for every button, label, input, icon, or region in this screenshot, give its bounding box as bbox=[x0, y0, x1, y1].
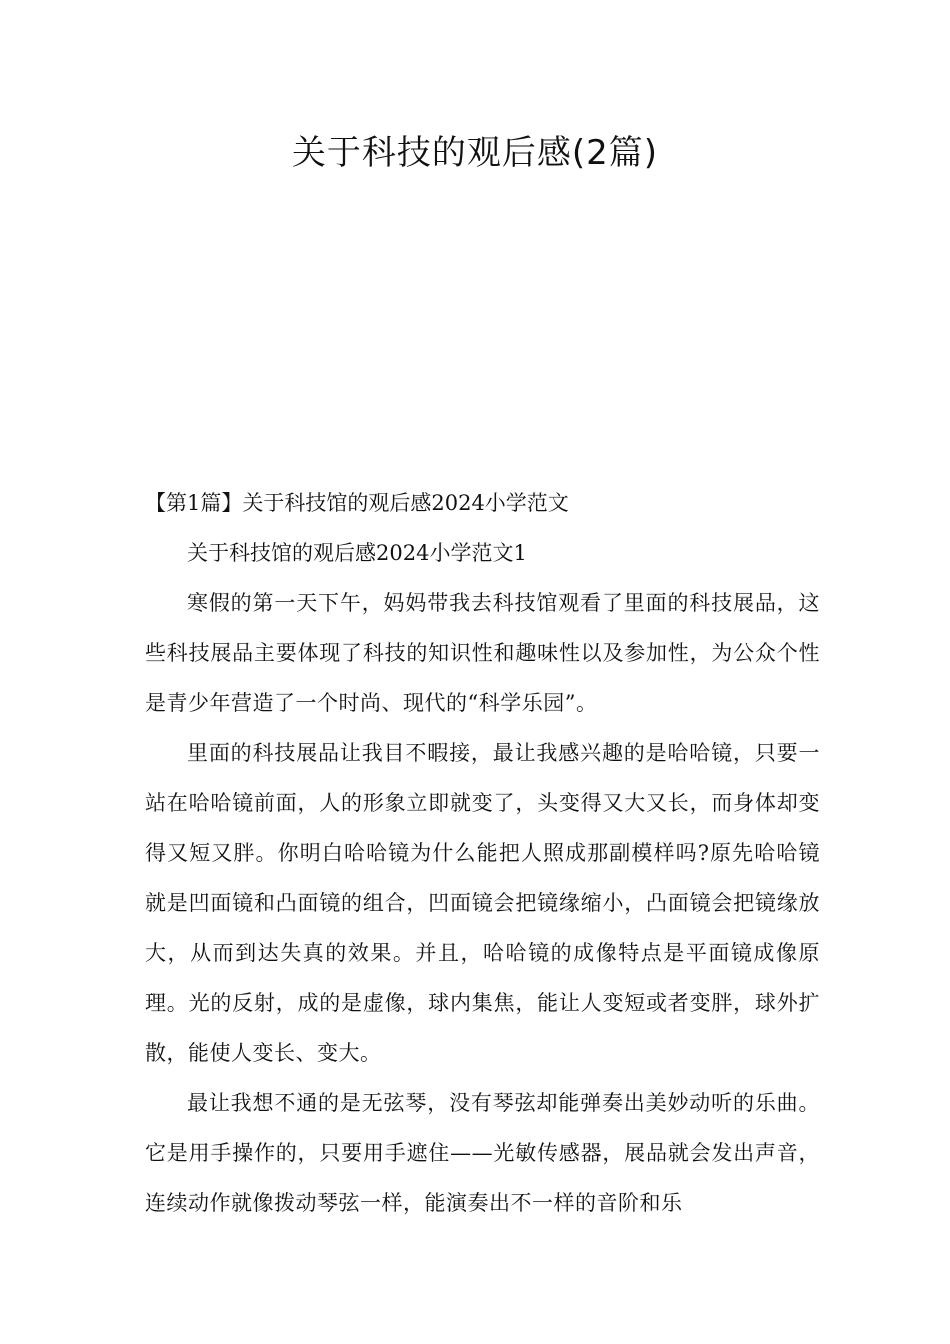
body-paragraph: 寒假的第一天下午，妈妈带我去科技馆观看了里面的科技展品，这些科技展品主要体现了科技的知识性和趣味性以及参加性，为公众个性是青少年营造了一个时尚、现代的“科学乐园”。 bbox=[145, 591, 820, 715]
article-subheading: 关于科技馆的观后感2024小学范文1 bbox=[187, 541, 527, 565]
section-heading: 【第1篇】关于科技馆的观后感2024小学范文 bbox=[145, 491, 569, 515]
document-title: 关于科技的观后感(2篇) bbox=[291, 133, 659, 173]
document-body bbox=[145, 478, 820, 1228]
body-paragraph: 最让我想不通的是无弦琴，没有琴弦却能弹奏出美妙动听的乐曲。它是用手操作的，只要用手遮住——光敏传感器，展品就会发出声音，连续动作就像拨动琴弦一样，能演奏出不一样的音阶和乐 bbox=[145, 1091, 820, 1215]
body-paragraph: 里面的科技展品让我目不暇接，最让我感兴趣的是哈哈镜，只要一站在哈哈镜前面，人的形象立即就变了，头变得又大又长，而身体却变得又短又胖。你明白哈哈镜为什么能把人照成那副模样吗?原先哈哈镜就是凹面镜和凸面镜的组合，凹面镜会把镜缘缩小，凸面镜会把镜缘放大，从而到达失真的效果。并且，哈哈镜的成像特点是平面镜成像原理。光的反射，成的是虚像，球内集焦，能让人变短或者变胖，球外扩散，能使人变长、变大。 bbox=[145, 741, 820, 1065]
